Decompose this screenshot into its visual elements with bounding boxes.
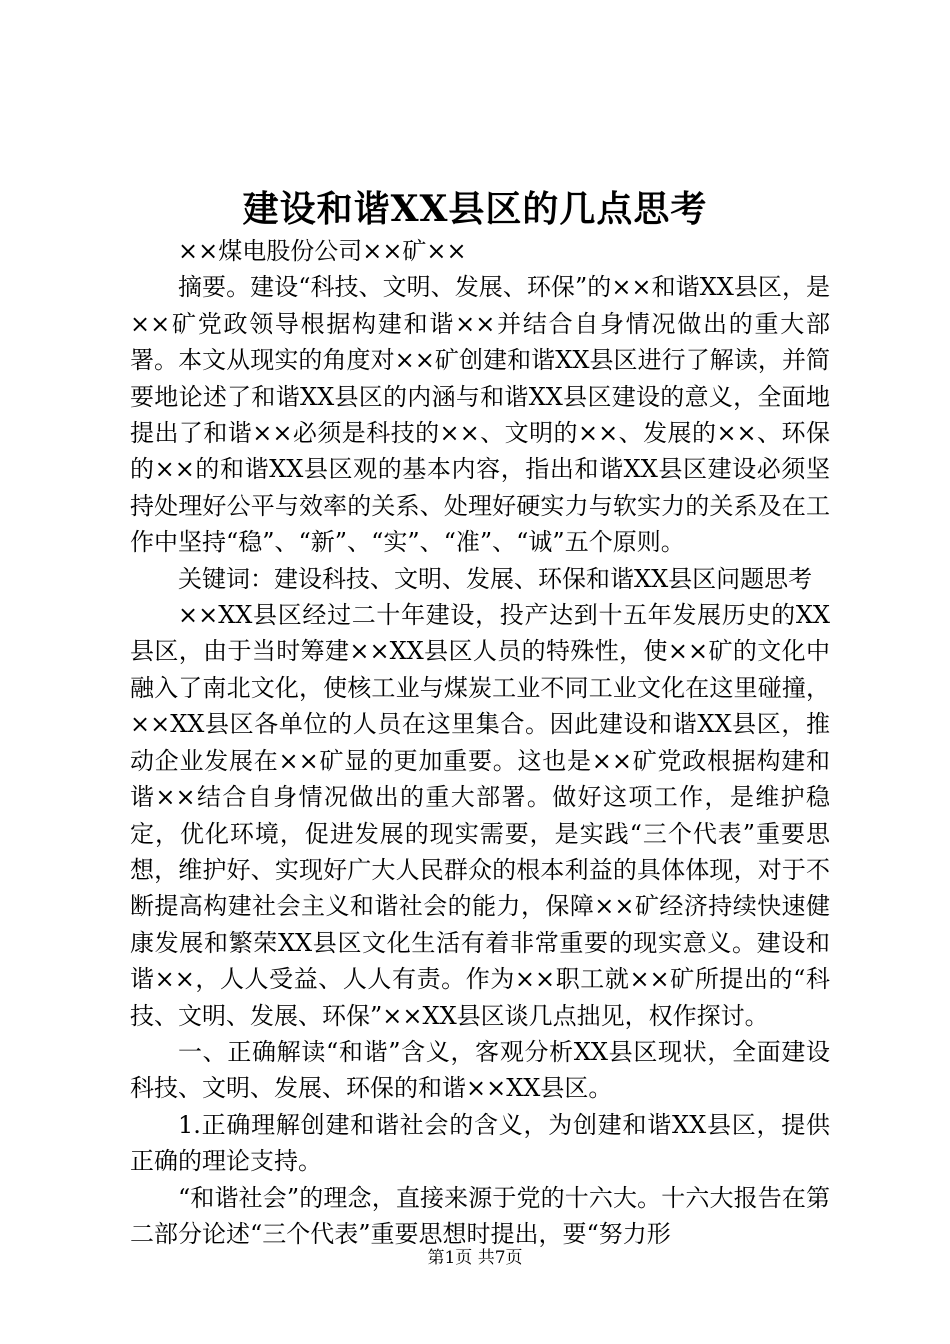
page-number-footer: 第1页 共7页 [427,1248,523,1268]
subsection-heading-1-1: 1.正确理解创建和谐社会的含义，为创建和谐XX县区，提供正确的理论支持。 [130,1110,830,1176]
body-paragraph: “和谐社会”的理念，直接来源于党的十六大。十六大报告在第二部分论述“三个代表”重要思想时提出，要“努力形 [130,1183,830,1248]
keywords-paragraph: 关键词：建设科技、文明、发展、环保和谐XX县区问题思考 [178,564,813,593]
document-body [130,233,830,1252]
intro-paragraph: ××XX县区经过二十年建设，投产达到十五年发展历史的XX县区，由于当时筹建××XX县区人员的特殊性，使××矿的文化中融入了南北文化，使核工业与煤炭工业不同工业文化在这里碰撞，××XX县区各单位的人员在这里集合。因此建设和谐XX县区，推动企业发展在××矿显的更加重要。这也是××矿党政根据构建和谐××结合自身情况做出的重大部署。做好这项工作，是维护稳定，优化环境，促进发展的现实需要，是实践“三个代表”重要思想，维护好、实现好广大人民群众的根本利益的具体体现，对于不断提高构建社会主义和谐社会的能力，保障××矿经济持续快速健康发展和繁荣XX县区文化生活有着非常重要的现实意义。建设和谐××，人人受益、人人有责。作为××职工就××矿所提出的“科技、文明、发展、环保”××XX县区谈几点拙见，权作探讨。 [130,601,830,1030]
section-heading-1: 一、正确解读“和谐”含义，客观分析XX县区现状，全面建设科技、文明、发展、环保的和谐××XX县区。 [130,1037,830,1103]
abstract-paragraph: 摘要。建设“科技、文明、发展、环保”的××和谐XX县区，是××矿党政领导根据构建和谐××并结合自身情况做出的重大部署。本文从现实的角度对××矿创建和谐XX县区进行了解读，并简要地论述了和谐XX县区的内涵与和谐XX县区建设的意义，全面地提出了和谐××必须是科技的××、文明的××、发展的××、环保的××的和谐XX县区观的基本内容，指出和谐XX县区建设必须坚持处理好公平与效率的关系、处理好硬实力与软实力的关系及在工作中坚持“稳”、“新”、“实”、“准”、“诚”五个原则。 [130,273,830,557]
document-title: 建设和谐XX县区的几点思考 [242,188,708,230]
author-line: ××煤电股份公司××矿×× [178,237,467,265]
